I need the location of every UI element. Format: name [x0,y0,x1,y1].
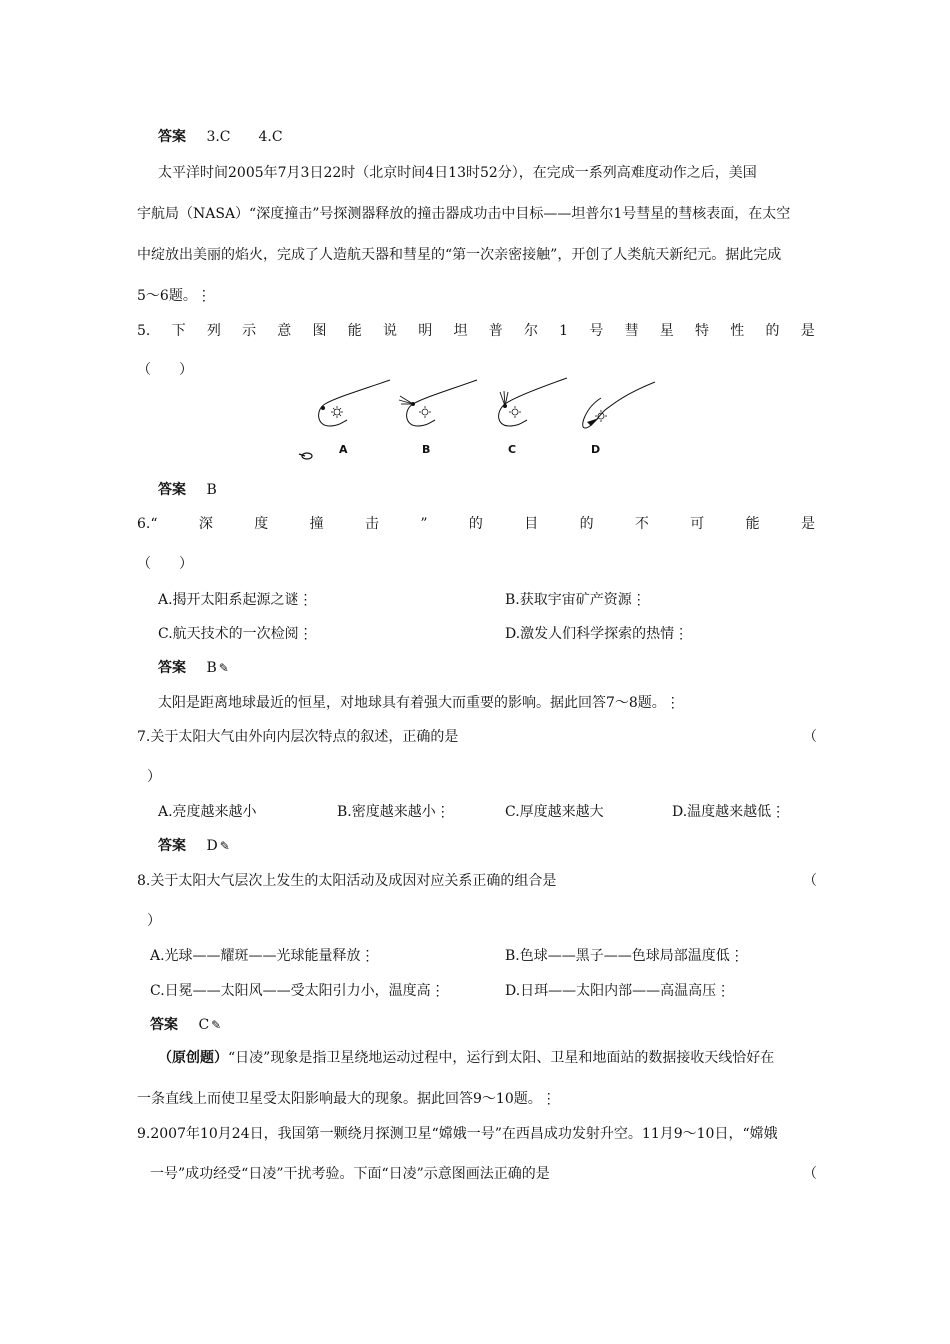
q8-option-a: A.光球——耀斑——光球能量释放⋮ [150,948,375,964]
intro-5-6-line4: 5～6题。⋮ [137,288,211,304]
comet-label-a: A [339,443,348,456]
question-8-paren-open: （ [803,873,817,889]
answer-value: B [206,482,217,498]
intro-7-8: 太阳是距离地球最近的恒星，对地球具有着强大而重要的影响。据此回答7～8题。⋮ [158,695,680,711]
answer-label: 答案 [158,838,186,854]
comet-option-a [319,380,390,456]
q6-option-a: A.揭开太阳系起源之谜⋮ [158,592,313,608]
intro-9-10-text: “日凌”现象是指卫星绕地运动过程中，运行到太阳、卫星和地面站的数据接收天线恰好在 [228,1050,775,1066]
question-9-line1: 9.2007年10月24日，我国第一颗绕月探测卫星“嫦娥一号”在西昌成功发射升空。11月9～10日，“嫦娥 [137,1126,778,1142]
q7-option-c: C.厚度越来越大 [505,804,604,820]
answer-value: B [206,660,217,676]
q8-option-d: D.日珥——太阳内部——高温高压⋮ [505,983,731,999]
answer-value: C [198,1017,210,1033]
q6-option-b: B.获取宇宙矿产资源⋮ [505,592,646,608]
answer-3-4 [158,127,283,147]
scribble-mark: ✎ [218,661,229,675]
answer-value: D [206,838,218,854]
question-9-line2: 一号”成功经受“日凌”干扰考验。下面“日凌”示意图画法正确的是 [150,1166,550,1182]
question-6-paren: （ ） [137,556,193,572]
comet-option-c [499,378,567,456]
answer-8 [150,1015,221,1035]
intro-9-10-line1 [158,1048,774,1068]
answer-value: 3.C 4.C [206,129,283,145]
q7-option-b: B.密度越来越小⋮ [337,804,450,820]
original-question-tag: （原创题） [158,1050,228,1066]
question-5-stem: 5. 下 列 示 意 图 能 说 明 坦 普 尔 1 号 彗 星 特 性 的 是 [137,323,815,339]
q8-option-c: C.日冕——太阳风——受太阳引力小，温度高⋮ [150,983,445,999]
answer-label: 答案 [158,482,186,498]
question-8-paren-close: ） [147,913,161,929]
comet-diagram [295,370,665,465]
intro-9-10-line2: 一条直线上而使卫星受太阳影响最大的现象。据此回答9～10题。⋮ [137,1091,556,1107]
answer-label: 答案 [150,1017,178,1033]
q7-option-a: A.亮度越来越小 [158,804,257,820]
question-6-stem: 6.“ 深 度 撞 击 ” 的 目 的 不 可 能 是 [137,516,815,532]
question-8-stem: 8.关于太阳大气层次上发生的太阳活动及成因对应关系正确的组合是 [137,873,557,889]
answer-label: 答案 [158,660,186,676]
answer-5 [158,480,217,500]
intro-5-6-line3: 中绽放出美丽的焰火，完成了人造航天器和彗星的“第一次亲密接触”，开创了人类航天新纪元。据此完成 [137,247,782,263]
question-5-paren: （ ） [137,362,193,378]
scribble-mark: ✎ [211,1018,222,1032]
question-7-stem: 7.关于太阳大气由外向内层次特点的叙述，正确的是 [137,729,459,745]
question-7-paren-close: ） [147,769,161,785]
comet-label-c: C [508,443,517,456]
question-9-paren-open: （ [803,1166,817,1182]
comet-option-d [583,382,655,456]
question-7-paren-open: （ [803,729,817,745]
q8-option-b: B.色球——黑子——色球局部温度低⋮ [505,948,744,964]
answer-6 [158,658,229,678]
q7-option-d: D.温度越来越低⋮ [672,804,786,820]
comet-label-b: B [422,443,431,456]
q6-option-c: C.航天技术的一次检阅⋮ [158,626,313,642]
intro-5-6-line2: 宇航局（NASA）“深度撞击”号探测器释放的撞击器成功击中目标——坦普尔1号彗星的彗核表面，在太空 [137,206,791,222]
q6-option-d: D.激发人们科学探索的热情⋮ [505,626,689,642]
comet-option-b [399,380,477,456]
answer-label: 答案 [158,129,186,145]
scribble-mark [299,453,312,459]
answer-7 [158,836,230,856]
scribble-mark: ✎ [219,839,230,853]
intro-5-6-line1: 太平洋时间2005年7月3日22时（北京时间4日13时52分），在完成一系列高难度动作之后，美国 [158,165,757,181]
comet-label-d: D [591,443,601,456]
